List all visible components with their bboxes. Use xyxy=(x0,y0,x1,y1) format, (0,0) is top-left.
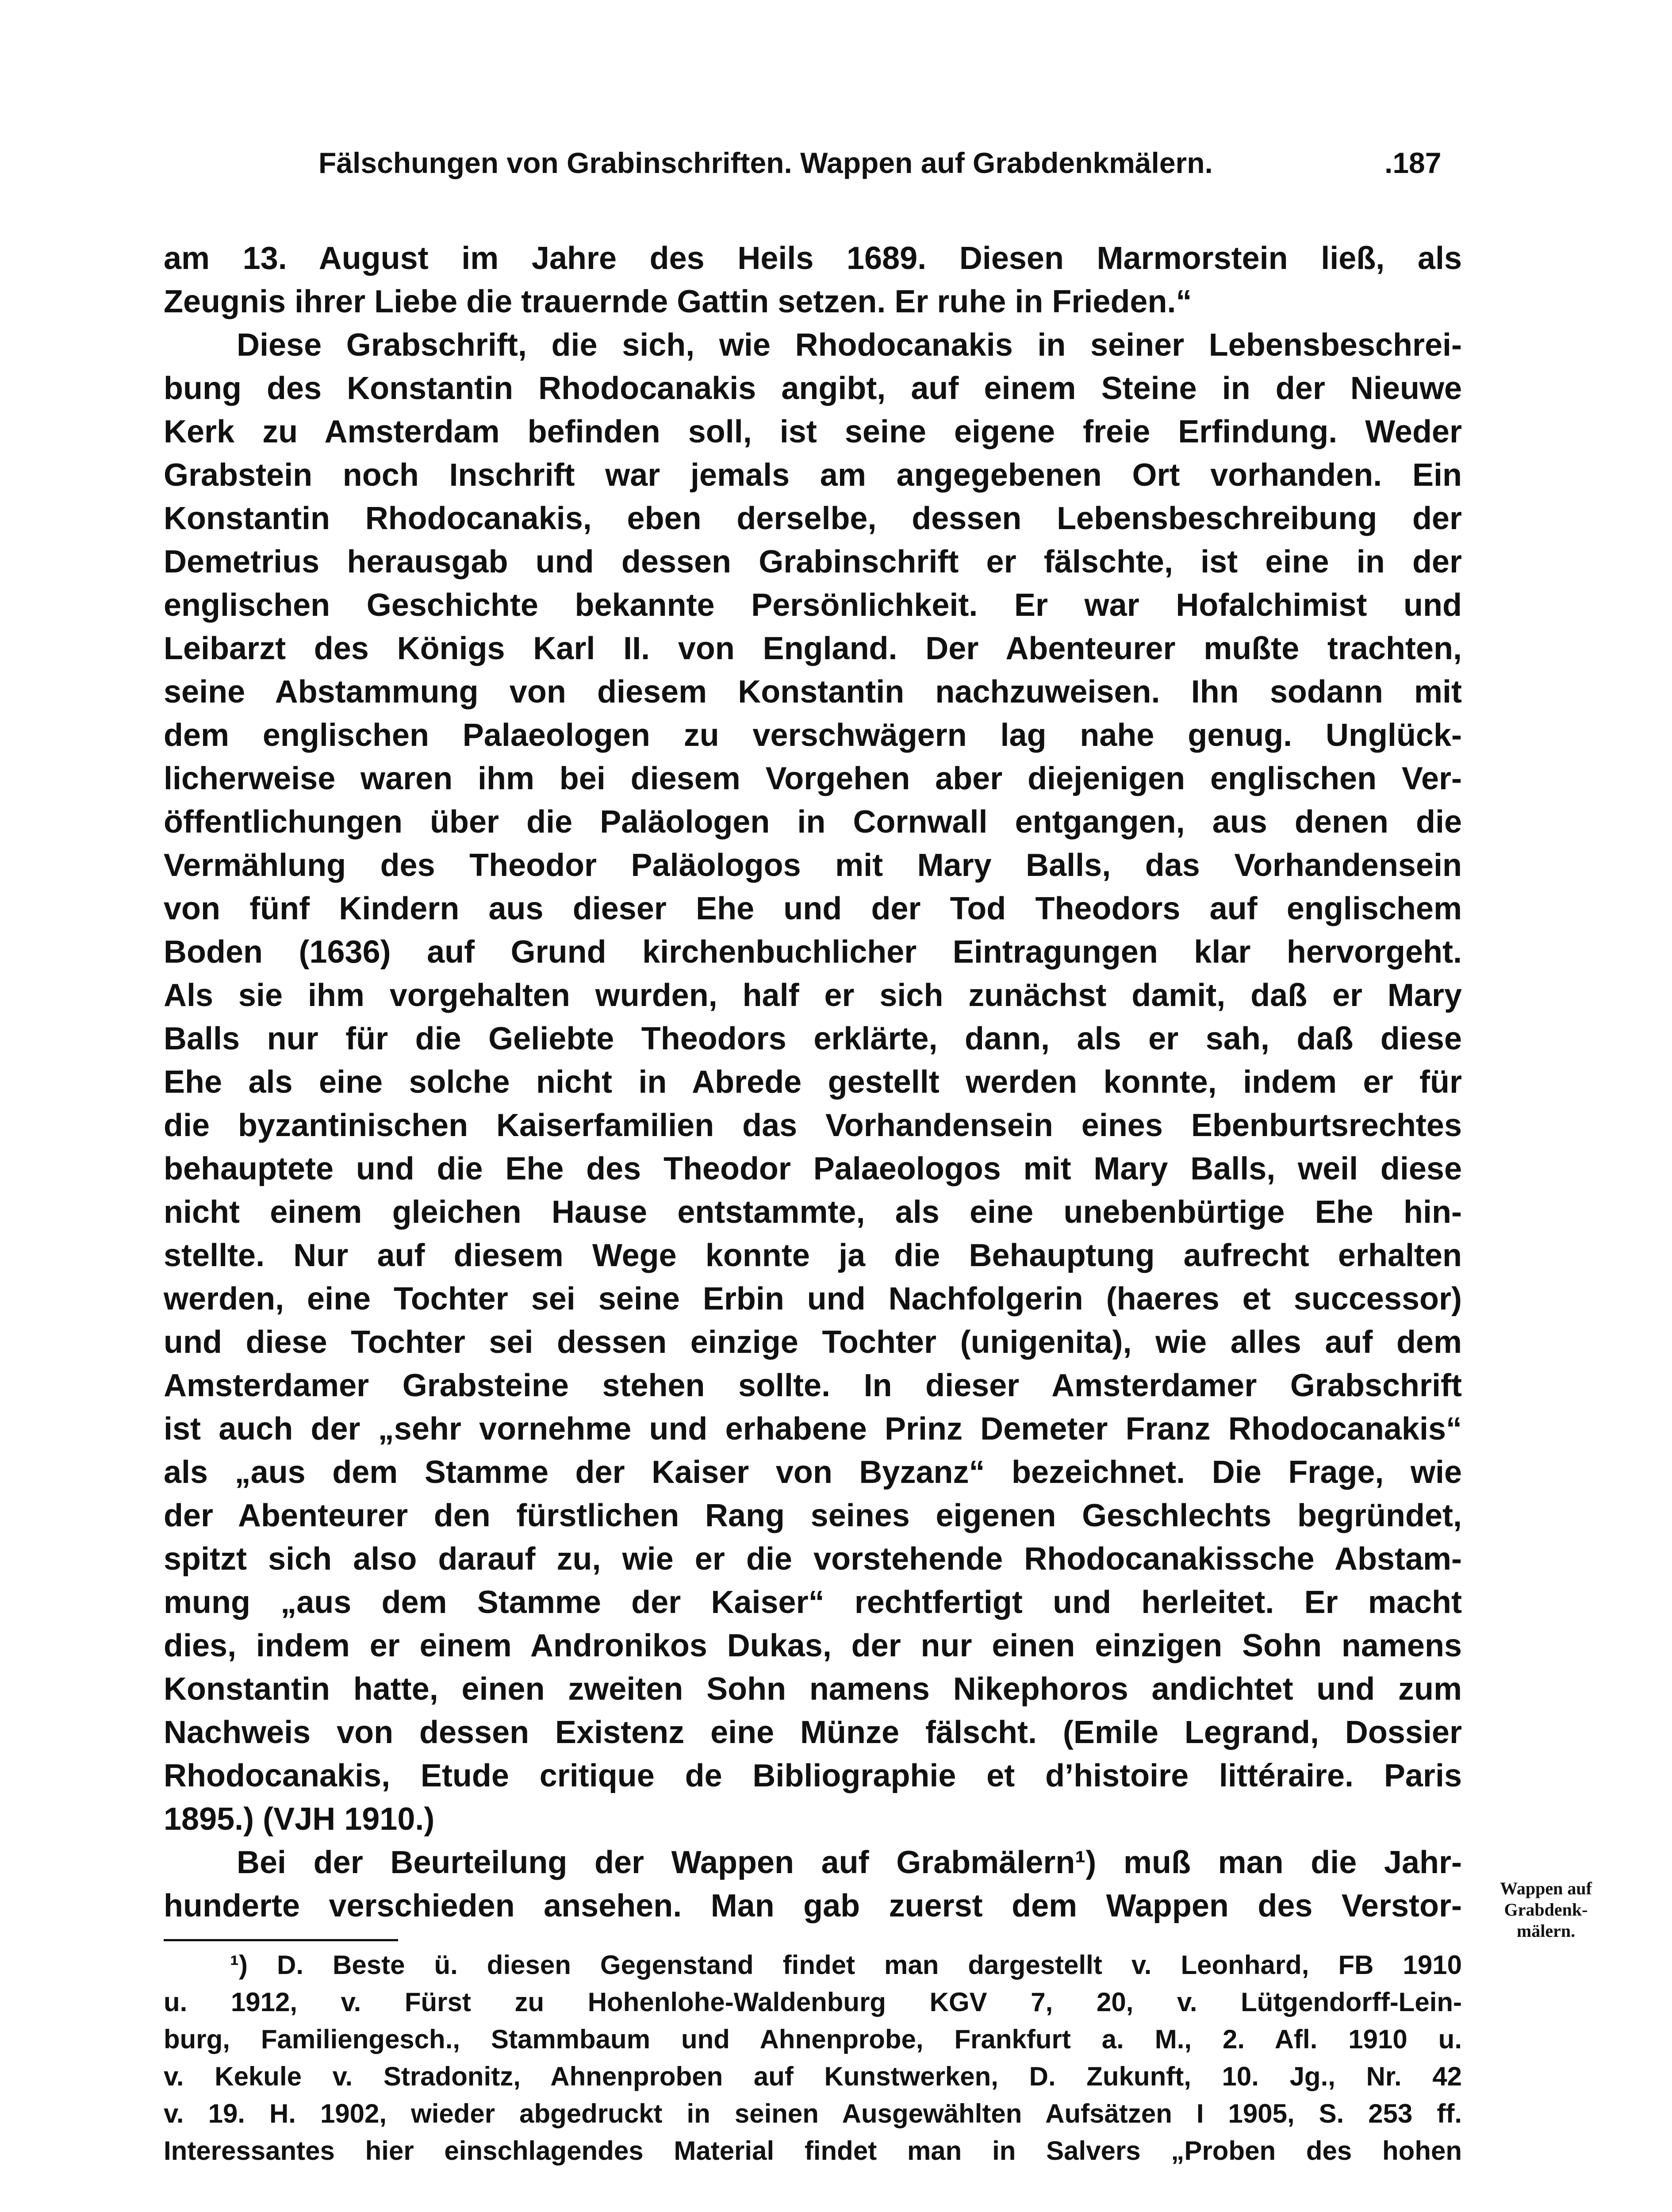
footnote-line: v. 19. H. 1902, wieder abgedruckt in seinen Ausgewählten Aufsätzen I 1905, S. 253 ff. xyxy=(164,2099,1462,2128)
text-line: hunderte verschieden ansehen. Man gab zuerst dem Wappen des Verstor- xyxy=(164,1888,1462,1924)
text-line: Grabstein noch Inschrift war jemals am angegebenen Ort vorhanden. Ein xyxy=(164,457,1462,493)
text-line: Diese Grabschrift, die sich, wie Rhodocanakis in seiner Lebensbeschrei- xyxy=(237,327,1462,363)
margin-note-line: mälern. xyxy=(1516,1921,1576,1941)
footnote-line: Interessantes hier einschlagendes Material findet man in Salvers „Proben des hohen xyxy=(164,2136,1462,2166)
text-line: Als sie ihm vorgehalten wurden, half er sich zunächst damit, daß er Mary xyxy=(164,978,1462,1013)
margin-note-line: Wappen auf xyxy=(1500,1878,1592,1898)
text-line: licherweise waren ihm bei diesem Vorgehen aber diejenigen englischen Ver- xyxy=(164,761,1462,796)
text-line: von fünf Kindern aus dieser Ehe und der Tod Theodors auf englischem xyxy=(164,891,1462,926)
footnote-line: v. Kekule v. Stradonitz, Ahnenproben auf Kunstwerken, D. Zukunft, 10. Jg., Nr. 42 xyxy=(164,2062,1462,2091)
text-line: Bei der Beurteilung der Wappen auf Grabmälern¹) muß man die Jahr- xyxy=(237,1845,1462,1880)
footnotes xyxy=(164,1947,1462,2170)
text-line: ist auch der „sehr vornehme und erhabene Prinz Demeter Franz Rhodocanakis“ xyxy=(164,1411,1462,1447)
text-line: am 13. August im Jahre des Heils 1689. Diesen Marmorstein ließ, als xyxy=(164,241,1462,276)
text-line: spitzt sich also darauf zu, wie er die vorstehende Rhodocanakissche Abstam- xyxy=(164,1541,1462,1577)
text-line: öffentlichungen über die Paläologen in Cornwall entgangen, aus denen die xyxy=(164,804,1462,840)
text-line: Kerk zu Amsterdam befinden soll, ist seine eigene freie Erfindung. Weder xyxy=(164,414,1462,449)
text-line: die byzantinischen Kaiserfamilien das Vorhandensein eines Ebenburtsrechtes xyxy=(164,1108,1462,1143)
page-number: .187 xyxy=(1384,146,1442,179)
text-line: mung „aus dem Stamme der Kaiser“ rechtfertigt und herleitet. Er macht xyxy=(164,1585,1462,1620)
text-line: Konstantin Rhodocanakis, eben derselbe, dessen Lebensbeschreibung der xyxy=(164,501,1462,536)
text-line: dem englischen Palaeologen zu verschwägern lag nahe genug. Unglück- xyxy=(164,718,1462,753)
text-line: nicht einem gleichen Hause entstammte, als eine unebenbürtige Ehe hin- xyxy=(164,1194,1462,1230)
text-line: Rhodocanakis, Etude critique de Bibliographie et d’histoire littéraire. Paris xyxy=(164,1758,1462,1793)
running-header-title: Fälschungen von Grabinschriften. Wappen auf Grabdenkmälern. xyxy=(318,146,1213,179)
footnote-line: ¹) D. Beste ü. diesen Gegenstand findet man dargestellt v. Leonhard, FB 1910 xyxy=(230,1950,1462,1980)
text-line: Ehe als eine solche nicht in Abrede gestellt werden konnte, indem er für xyxy=(164,1064,1462,1100)
text-line: als „aus dem Stamme der Kaiser von Byzanz“ bezeichnet. Die Frage, wie xyxy=(164,1455,1462,1490)
margin-note xyxy=(1471,1878,1621,1942)
text-line: seine Abstammung von diesem Konstantin nachzuweisen. Ihn sodann mit xyxy=(164,674,1462,710)
text-line: dies, indem er einem Andronikos Dukas, der nur einen einzigen Sohn namens xyxy=(164,1628,1462,1663)
text-line: 1895.) (VJH 1910.) xyxy=(164,1801,435,1837)
text-line: Konstantin hatte, einen zweiten Sohn namens Nikephoros andichtet und zum xyxy=(164,1671,1462,1707)
text-line: Boden (1636) auf Grund kirchenbuchlicher Eintragungen klar hervorgeht. xyxy=(164,934,1462,970)
text-line: stellte. Nur auf diesem Wege konnte ja die Behauptung aufrecht erhalten xyxy=(164,1238,1462,1273)
footnote-line: burg, Familiengesch., Stammbaum und Ahnenprobe, Frankfurt a. M., 2. Afl. 1910 u. xyxy=(164,2024,1462,2054)
text-line: Balls nur für die Geliebte Theodors erklärte, dann, als er sah, daß diese xyxy=(164,1021,1462,1056)
body-text xyxy=(164,237,1462,1928)
text-line: der Abenteurer den fürstlichen Rang seines eigenen Geschlechts begründet, xyxy=(164,1498,1462,1533)
text-line: englischen Geschichte bekannte Persönlichkeit. Er war Hofalchimist und xyxy=(164,588,1462,623)
text-line: Nachweis von dessen Existenz eine Münze fälscht. (Emile Legrand, Dossier xyxy=(164,1715,1462,1750)
text-line: Vermählung des Theodor Paläologos mit Mary Balls, das Vorhandensein xyxy=(164,848,1462,883)
text-line: Demetrius herausgab und dessen Grabinschrift er fälschte, ist eine in der xyxy=(164,544,1462,580)
text-line: Leibarzt des Königs Karl II. von England. Der Abenteurer mußte trachten, xyxy=(164,631,1462,666)
footnote-line: u. 1912, v. Fürst zu Hohenlohe-Waldenburg KGV 7, 20, v. Lütgendorff-Lein- xyxy=(164,1987,1462,2017)
text-line: und diese Tochter sei dessen einzige Tochter (unigenita), wie alles auf dem xyxy=(164,1325,1462,1360)
text-line: behauptete und die Ehe des Theodor Palaeologos mit Mary Balls, weil diese xyxy=(164,1151,1462,1187)
footnote-divider xyxy=(164,1939,398,1941)
text-line: Amsterdamer Grabsteine stehen sollte. In dieser Amsterdamer Grabschrift xyxy=(164,1368,1462,1403)
text-line: werden, eine Tochter sei seine Erbin und Nachfolgerin (haeres et successor) xyxy=(164,1281,1462,1317)
text-line: bung des Konstantin Rhodocanakis angibt, auf einem Steine in der Nieuwe xyxy=(164,371,1462,406)
text-line: Zeugnis ihrer Liebe die trauernde Gattin setzen. Er ruhe in Frieden.“ xyxy=(164,284,1192,319)
margin-note-line: Grabdenk- xyxy=(1504,1900,1588,1920)
